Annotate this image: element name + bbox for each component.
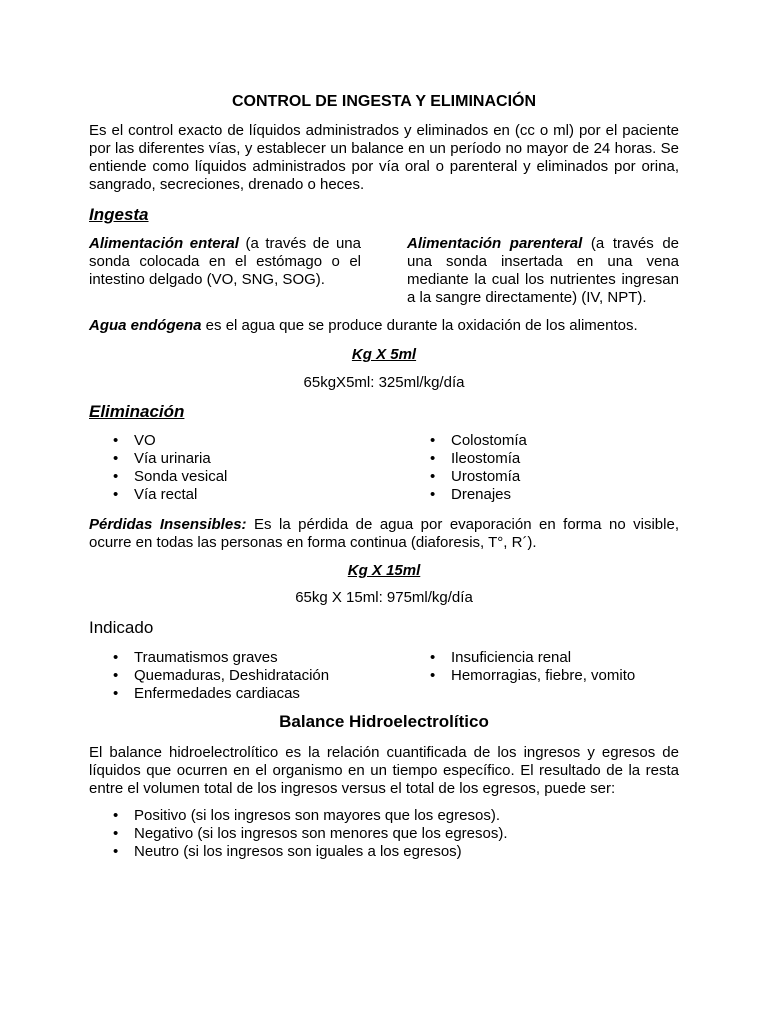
agua-term: Agua endógena — [89, 317, 202, 334]
parenteral-block — [407, 235, 679, 307]
list-item: • Vía urinaria — [113, 450, 211, 467]
parenteral-text: (a través de una sonda insertada en una vena mediante la cual los nutrientes ingresan a la sangre directamente) (IV, NPT). — [407, 235, 680, 306]
list-item: • Positivo (si los ingresos son mayores que los egresos). — [113, 807, 500, 824]
list-item: • Negativo (si los ingresos son menores que los egresos). — [113, 825, 508, 842]
perdidas-term: Pérdidas Insensibles: — [89, 516, 247, 533]
bullet-icon: • — [113, 843, 119, 860]
indicado-list-right — [406, 649, 635, 685]
bullet-icon: • — [113, 685, 119, 702]
bullet-icon: • — [113, 667, 119, 684]
bullet-icon: • — [430, 649, 436, 666]
bullet-icon: • — [113, 450, 119, 467]
heading-indicado: Indicado — [89, 618, 154, 637]
list-item: • Urostomía — [430, 468, 521, 485]
bullet-icon: • — [113, 825, 119, 842]
bullet-icon: • — [430, 450, 436, 467]
enteral-block — [89, 235, 361, 289]
eliminacion-list-right — [406, 432, 527, 504]
eliminacion-formula: Kg X 15ml — [347, 562, 421, 579]
list-item: • Neutro (si los ingresos son iguales a los egresos) — [113, 843, 462, 860]
bullet-icon: • — [430, 432, 436, 449]
ingesta-formula-result: 65kgX5ml: 325ml/kg/día — [303, 374, 465, 391]
bullet-icon: • — [113, 468, 119, 485]
list-item: • Hemorragias, fiebre, vomito — [430, 667, 636, 684]
enteral-term: Alimentación enteral — [89, 235, 239, 252]
list-item: • Drenajes — [430, 486, 512, 503]
list-item: • Enfermedades cardiacas — [113, 685, 300, 702]
balance-list — [89, 807, 508, 861]
list-item: • VO — [113, 432, 156, 449]
list-item: • Sonda vesical — [113, 468, 228, 485]
heading-eliminacion: Eliminación — [89, 402, 185, 421]
bullet-icon: • — [113, 486, 119, 503]
list-item: • Vía rectal — [113, 486, 198, 503]
perdidas-paragraph — [89, 516, 679, 552]
ingesta-formula: Kg X 5ml — [351, 346, 417, 363]
indicado-list-left — [89, 649, 329, 703]
parenteral-term: Alimentación parenteral — [407, 235, 583, 252]
agua-endogena-line — [89, 317, 679, 335]
list-item: • Colostomía — [430, 432, 527, 449]
enteral-text: (a través de una sonda colocada en el estómago o el intestino delgado (VO, SNG, SOG). — [89, 235, 361, 288]
bullet-icon: • — [430, 667, 436, 684]
balance-paragraph: El balance hidroelectrolítico es la relación cuantificada de los ingresos y egresos de líquidos que ocurren en el organismo en un tiempo específico. El resultado de la resta entre el volumen total de los ingresos versus el total de los egresos, puede ser: — [89, 744, 679, 797]
agua-text: es el agua que se produce durante la oxidación de los alimentos. — [201, 317, 638, 334]
intro-paragraph: Es el control exacto de líquidos administrados y eliminados en (cc o ml) por el paciente por las diferentes vías, y establecer un balance en un período no mayor de 24 horas. Se entiende como líquidos administrados por vía oral o parenteral y eliminados por orina, sangrado, secreciones, drenado o heces. — [89, 122, 679, 193]
perdidas-text: Es la pérdida de agua por evaporación en forma no visible, ocurre en todas las personas en forma continua (diaforesis, T°, R´). — [89, 516, 679, 551]
eliminacion-formula-result: 65kg X 15ml: 975ml/kg/día — [295, 589, 473, 606]
bullet-icon: • — [113, 432, 119, 449]
bullet-icon: • — [113, 807, 119, 824]
list-item: • Insuficiencia renal — [430, 649, 572, 666]
list-item: • Ileostomía — [430, 450, 521, 467]
bullet-icon: • — [113, 649, 119, 666]
list-item: • Quemaduras, Deshidratación — [113, 667, 330, 684]
eliminacion-list-left — [89, 432, 227, 504]
list-item: • Traumatismos graves — [113, 649, 278, 666]
bullet-icon: • — [430, 468, 436, 485]
page-title: CONTROL DE INGESTA Y ELIMINACIÓN — [231, 93, 537, 110]
heading-ingesta: Ingesta — [89, 205, 149, 224]
bullet-icon: • — [430, 486, 436, 503]
heading-balance: Balance Hidroelectrolítico — [279, 712, 489, 731]
